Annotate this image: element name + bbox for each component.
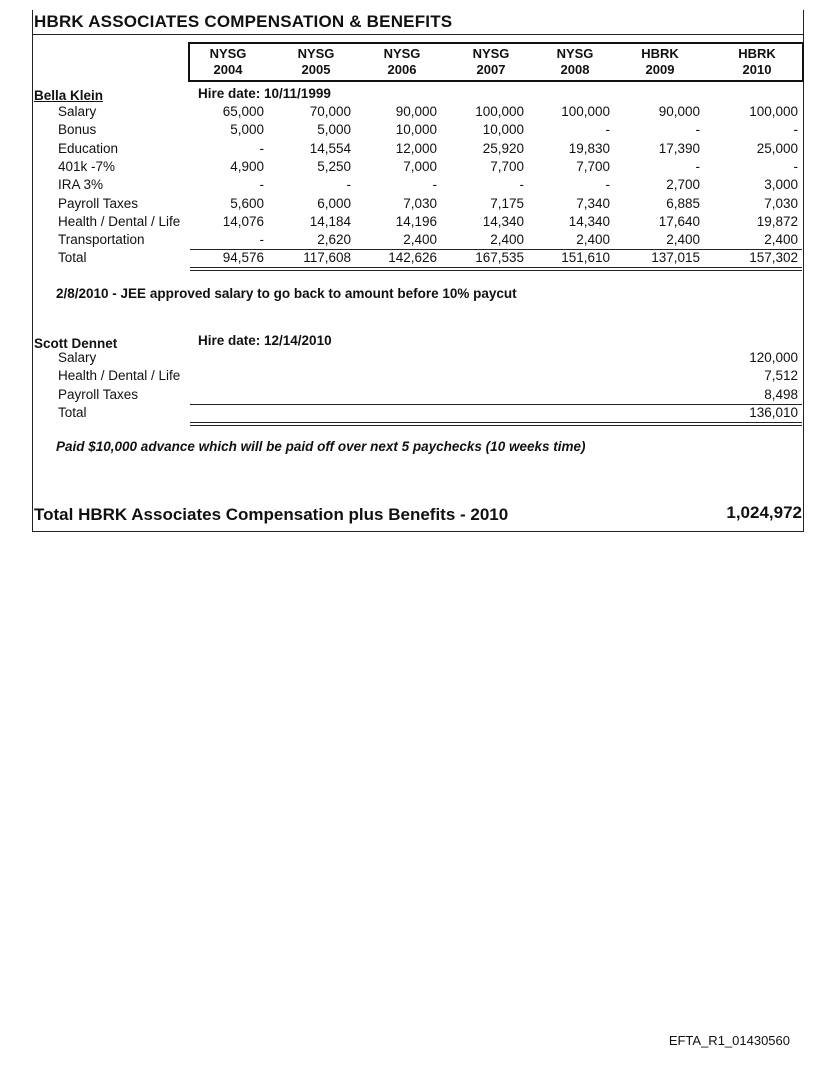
cell-value: 19,830 [568,140,610,156]
cell-value: 25,000 [756,140,798,156]
cell-value: 7,030 [764,195,798,211]
cell-value: 5,000 [317,122,351,138]
column-year: 2005 [301,62,331,77]
cell-value: 6,000 [317,195,351,211]
total-value: 94,576 [222,250,264,266]
cell-value: 10,000 [395,122,437,138]
cell-value: 90,000 [658,104,700,119]
cell-value: - [793,122,798,138]
employee1-hire-date: Hire date: 10/11/1999 [198,86,331,101]
column-year: 2009 [645,62,675,77]
cell-value: 7,700 [576,158,610,174]
cell-value: - [695,122,700,138]
grand-total-value: 1,024,972 [726,503,802,522]
cell-value: 90,000 [395,104,437,119]
total-value: 136,010 [749,404,798,420]
column-year: 2004 [213,62,243,77]
grand-total-label: Total HBRK Associates Compensation plus Benefits - 2010 [34,505,509,524]
title-divider [32,34,804,35]
total-value: 157,302 [749,250,798,266]
cell-value: 14,340 [568,213,610,229]
column-org: NYSG [472,46,510,61]
cell-value: 14,554 [309,140,351,156]
cell-value: 65,000 [222,104,264,119]
cell-value: 14,184 [309,213,351,229]
row-label: Salary [58,104,97,119]
row-label: 401k -7% [58,158,116,174]
total-value: 137,015 [651,250,700,266]
row-label: Salary [58,350,97,365]
total-value: 151,610 [561,250,610,266]
row-label: Health / Dental / Life [58,213,181,229]
cell-value: 100,000 [561,104,610,119]
row-label: Health / Dental / Life [58,368,181,384]
cell-value: 10,000 [482,122,524,138]
cell-value: - [793,158,798,174]
cell-value: 17,640 [658,213,700,229]
employee1-name: Bella Klein [34,88,104,103]
cell-value: 7,175 [490,195,524,211]
document-id: EFTA_R1_01430560 [668,1033,790,1048]
row-label: IRA 3% [58,177,104,193]
total-top-rule [190,404,802,405]
column-header [188,46,268,78]
row-label: Transportation [58,232,145,248]
cell-value: 5,250 [317,158,351,174]
cell-value: 5,600 [230,195,264,211]
cell-value: 5,000 [230,122,264,138]
column-header [451,46,531,78]
total-bottom-rule [190,422,802,426]
cell-value: 14,196 [395,213,437,229]
cell-value: 19,872 [756,213,798,229]
cell-value: 2,700 [666,177,700,193]
column-org: NYSG [556,46,594,61]
cell-value: - [605,122,610,138]
cell-value: 7,512 [764,368,798,384]
cell-value: - [259,140,264,156]
employee2-hire-date: Hire date: 12/14/2010 [198,333,332,348]
column-header [535,46,615,78]
column-year: 2006 [387,62,417,77]
sheet-title: HBRK ASSOCIATES COMPENSATION & BENEFITS [34,12,453,31]
cell-value: 12,000 [395,140,437,156]
cell-value: 14,340 [482,213,524,229]
cell-value: 7,700 [490,158,524,174]
employee2-note: Paid $10,000 advance which will be paid off over next 5 paychecks (10 weeks time) [56,439,586,454]
cell-value: - [259,177,264,193]
column-org: NYSG [209,46,247,61]
cell-value: 120,000 [749,350,798,365]
cell-value: 2,400 [666,232,700,248]
column-year: 2007 [476,62,506,77]
cell-value: - [695,158,700,174]
total-label: Total [58,404,87,420]
column-org: NYSG [383,46,421,61]
column-org: HBRK [738,46,776,61]
column-header [362,46,442,78]
column-header [717,46,797,78]
cell-value: 17,390 [658,140,700,156]
cell-value: 100,000 [475,104,524,119]
employee1-note: 2/8/2010 - JEE approved salary to go back to amount before 10% paycut [56,286,517,301]
column-org: NYSG [297,46,335,61]
column-org: HBRK [641,46,679,61]
column-year: 2008 [560,62,590,77]
cell-value: 8,498 [764,386,798,402]
total-value: 142,626 [388,250,437,266]
cell-value: - [259,232,264,248]
cell-value: 2,400 [764,232,798,248]
total-bottom-rule [190,267,802,271]
column-header [276,46,356,78]
cell-value: 100,000 [749,104,798,119]
cell-value: - [432,177,437,193]
column-header [620,46,700,78]
column-year: 2010 [742,62,772,77]
total-value: 167,535 [475,250,524,266]
cell-value: 6,885 [666,195,700,211]
cell-value: 3,000 [764,177,798,193]
cell-value: 7,030 [403,195,437,211]
cell-value: 2,400 [576,232,610,248]
row-label: Payroll Taxes [58,386,139,402]
cell-value: 70,000 [309,104,351,119]
cell-value: 2,620 [317,232,351,248]
cell-value: - [346,177,351,193]
cell-value: 7,340 [576,195,610,211]
total-value: 117,608 [303,250,351,266]
total-label: Total [58,250,87,266]
cell-value: 4,900 [230,158,264,174]
cell-value: 2,400 [403,232,437,248]
cell-value: 2,400 [490,232,524,248]
cell-value: 14,076 [222,213,264,229]
employee2-name: Scott Dennet [34,336,118,351]
row-label: Payroll Taxes [58,195,139,211]
cell-value: - [519,177,524,193]
cell-value: - [605,177,610,193]
row-label: Bonus [58,122,97,138]
cell-value: 7,000 [403,158,437,174]
cell-value: 25,920 [482,140,524,156]
row-label: Education [58,140,119,156]
